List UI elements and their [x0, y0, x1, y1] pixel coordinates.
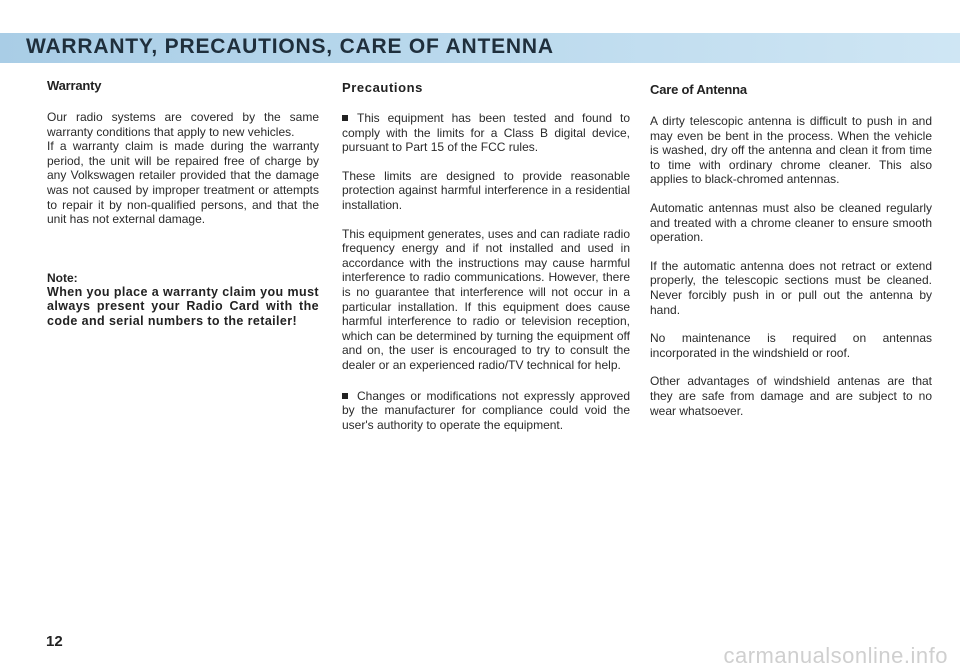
- precautions-paragraph-2: These limits are designed to provide reasonable protection against harmful interference in a residential installation.: [342, 168, 630, 212]
- care-column: [650, 82, 932, 418]
- note-label: Note:: [47, 270, 78, 285]
- precautions-paragraph-1: [342, 111, 630, 155]
- title-bar: [0, 33, 960, 63]
- precautions-paragraph-1-text: This equipment has been tested and found to comply with the limits for a Class B digital device, pursuant to Part 15 of the FCC rules.: [342, 111, 630, 155]
- precautions-paragraph-4: [342, 389, 630, 433]
- precautions-paragraph-3: This equipment generates, uses and can radiate radio frequency energy and if not installed and used in accordance with the instructions may cause harmful interference to radio communications. However, there is no guarantee that interference will not occur in a particular installation. If this equipment does cause harmful interference to radio or television reception, which can be determined by turning the equipment off and on, the user is encouraged to try to consult the dealer or an experienced radio/TV technical for help.: [342, 226, 630, 372]
- precautions-column: [342, 80, 630, 432]
- care-heading: Care of Antenna: [650, 82, 747, 97]
- warranty-heading: Warranty: [47, 78, 102, 93]
- warranty-paragraph-2: If a warranty claim is made during the warranty period, the unit will be repaired free of charge by any Volkswagen retailer provided that the damage was not caused by improper treatment or attempts to repair it by non-qualified persons, and that the unit has not external damage.: [47, 139, 319, 227]
- page-title: WARRANTY, PRECAUTIONS, CARE OF ANTENNA: [26, 35, 554, 58]
- page-number: 12: [46, 633, 63, 650]
- care-paragraph-1: A dirty telescopic antenna is difficult to push in and may even be bent in the process. When the vehicle is washed, dry off the antenna and clean it from time to time with ordinary chrome cleaner. This also applies to black-chromed antennas.: [650, 114, 932, 187]
- precautions-paragraph-4-text: Changes or modifications not expressly approved by the manufacturer for compliance could void the user's authority to operate the equipment.: [342, 388, 630, 432]
- precautions-heading: Precautions: [342, 80, 424, 95]
- care-paragraph-3: If the automatic antenna does not retract or extend properly, the telescopic sections must be cleaned. Never forcibly push in or pull out the antenna by hand.: [650, 258, 932, 317]
- bullet-icon: [342, 393, 348, 399]
- care-paragraph-5: Other advantages of windshield antenas are that they are safe from damage and are subject to no wear whatsoever.: [650, 374, 932, 418]
- care-paragraph-2: Automatic antennas must also be cleaned regularly and treated with a chrome cleaner to ensure smooth operation.: [650, 200, 932, 245]
- bullet-icon: [342, 115, 348, 121]
- care-paragraph-4: No maintenance is required on antennas incorporated in the windshield or roof.: [650, 331, 932, 360]
- warranty-paragraph-1: Our radio systems are covered by the same warranty conditions that apply to new vehicles.: [47, 110, 319, 139]
- warranty-column: [47, 78, 319, 329]
- watermark: carmanualsonline.info: [723, 643, 948, 668]
- note-text: When you place a warranty claim you must always present your Radio Card with the code and serial numbers to the retailer!: [47, 284, 319, 328]
